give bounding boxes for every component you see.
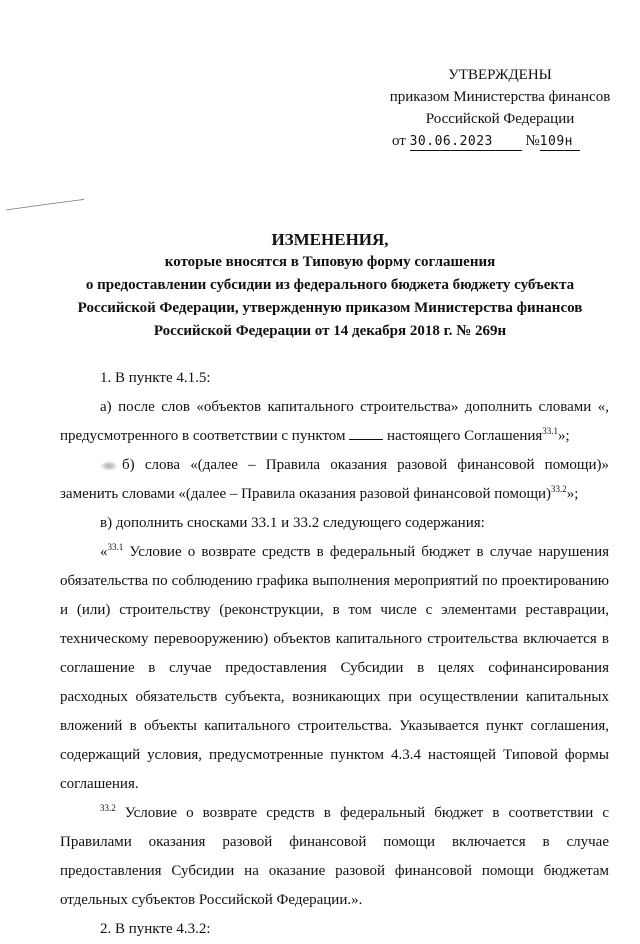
order-number: 109н (540, 134, 580, 151)
footnote-33-2-text: Условие о возврате средств в федеральный бюджет в соответствии с Правилами оказания разовой финансовой помощи включается в случае предоставления Субсидии на оказание разовой финансовой помощи бюджетам отдельных субъектов Российской Федерации.». (60, 805, 609, 908)
blank-field (349, 439, 383, 440)
margin-scribble (4, 196, 84, 220)
order-date: 30.06.2023 (410, 134, 522, 151)
order-date-number (392, 130, 632, 152)
title-line2: о предоставлении субсидии из федерального бюджета бюджету субъекта (85, 277, 575, 293)
title-line3: Российской Федерации, утвержденную приказом Министерства финансов (77, 300, 583, 316)
order-reference-line2: Российской Федерации (425, 111, 575, 127)
item-1b-text: б) слова «(далее – Правила оказания разовой финансовой помощи)» заменить словами «(далее – Правила оказания разовой финансовой помощи) (60, 457, 609, 502)
document-title (60, 228, 600, 343)
footnote-33-1 (60, 538, 609, 799)
number-sign: № (525, 133, 540, 149)
item-1a-text: а) после слов «объектов капитального строительства» дополнить словами «, предусмотренного в соответствии с пунктом (60, 399, 609, 444)
item-2: 2. В пункте 4.3.2: (100, 921, 211, 937)
item-1v: в) дополнить сносками 33.1 и 33.2 следующего содержания: (100, 515, 485, 531)
footnote-33-1-marker: 33.1 (107, 542, 124, 552)
item-1a-text2: настоящего Соглашения (387, 428, 543, 444)
footnote-33-2 (60, 799, 609, 915)
item-1a-end: »; (558, 428, 570, 444)
order-reference-line1: приказом Министерства финансов (389, 89, 611, 105)
item-1: 1. В пункте 4.1.5: (100, 370, 211, 386)
footnote-ref-33-2: 33.2 (551, 484, 567, 494)
footnote-33-1-text: Условие о возврате средств в федеральный бюджет в случае нарушения обязательства по соблюдению графика выполнения мероприятий по проектированию и (или) строительству (реконструкции, в том числе с элементами реставрации, техническому перевооружению) объектов капитального строительства включается в соглашение в случае предоставления Субсидии в целях софинансирования расходных обязательств субъекта, возникающих при осуществлении капитальных вложений в объекты капитального строительства. Указывается пункт соглашения, содержащий условия, предусмотренные пунктом 4.3.4 настоящей Типовой формы соглашения. (60, 544, 609, 792)
approved-heading: УТВЕРЖДЕНЫ (448, 67, 552, 83)
title-heading: ИЗМЕНЕНИЯ, (271, 230, 389, 249)
footnote-33-2-marker: 33.2 (100, 803, 116, 813)
scan-smudge (100, 461, 118, 471)
title-line1: которые вносятся в Типовую форму соглашения (164, 254, 496, 270)
quote-open: « (100, 544, 108, 560)
document-body (60, 364, 609, 944)
item-1b-end: »; (566, 486, 579, 502)
approval-stamp (380, 64, 620, 152)
item-1a (60, 393, 609, 451)
item-1b (60, 451, 609, 509)
title-line4: Российской Федерации от 14 декабря 2018 г. № 269н (153, 323, 507, 339)
from-label: от (392, 133, 406, 149)
footnote-ref-33-1: 33.1 (542, 426, 559, 436)
